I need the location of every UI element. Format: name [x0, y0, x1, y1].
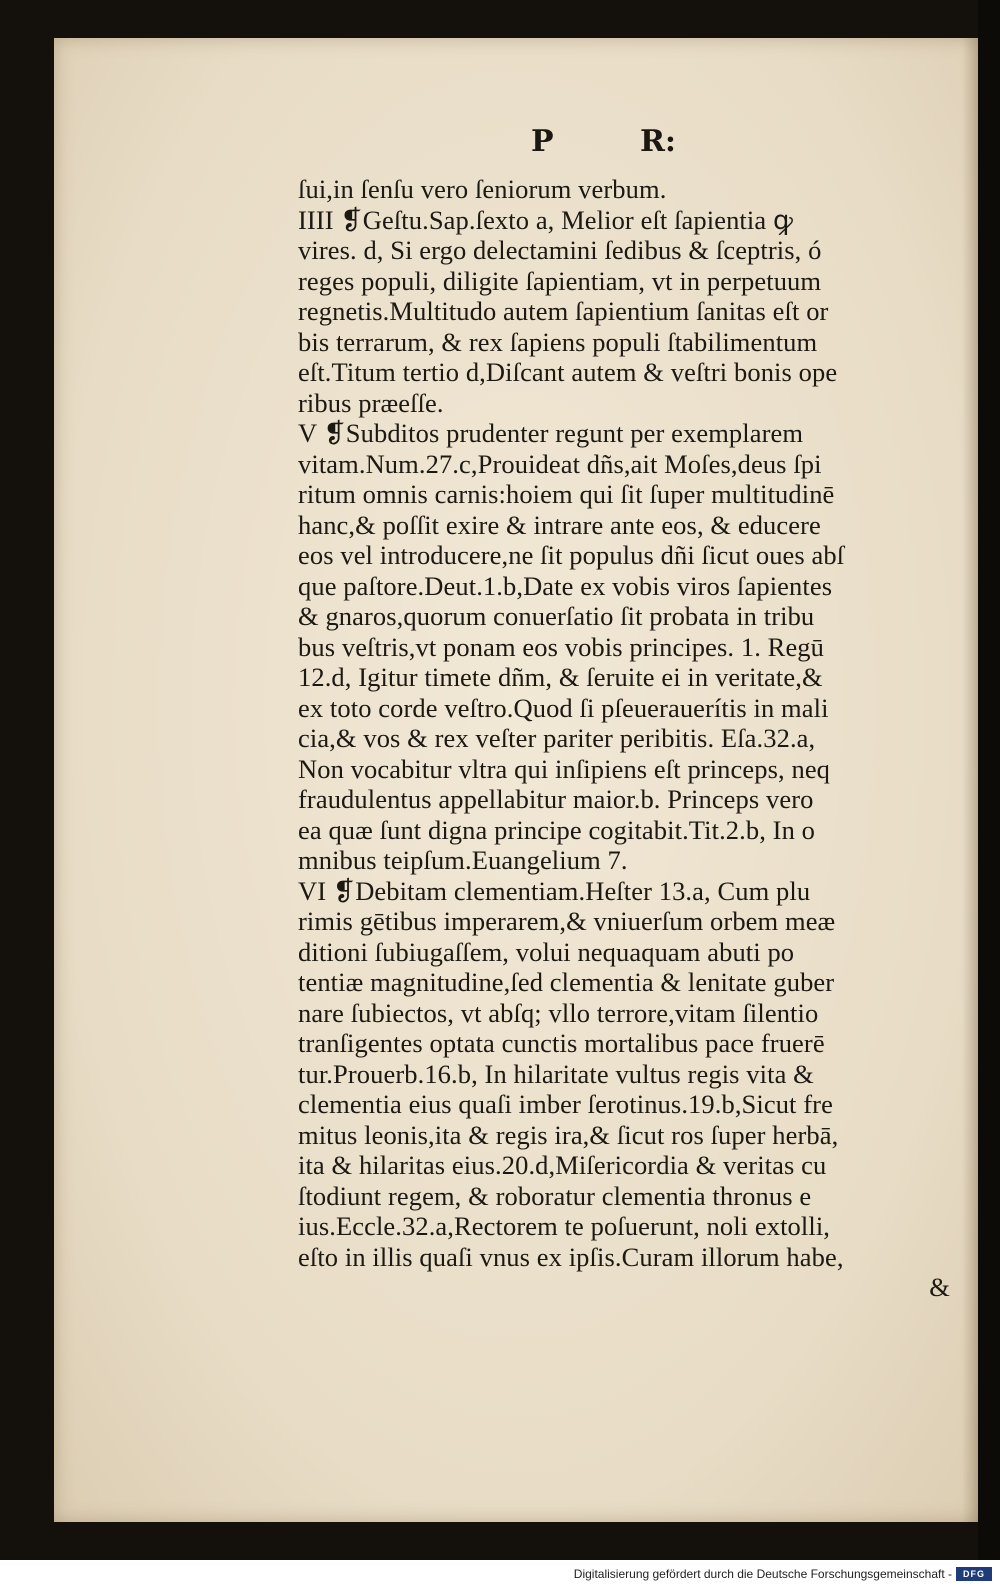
text-line: mnibus teipſum.Euangelium 7. — [298, 845, 628, 875]
text-line: bis terrarum, & rex ſapiens populi ſtabilimentum — [298, 326, 818, 357]
dfg-logo-icon: DFG — [956, 1567, 992, 1581]
text-line: ius.Eccle.32.a,Rectorem te poſuerunt, noli extolli, — [298, 1211, 831, 1241]
text-line: vires. d, Si ergo delectamini ſedibus & ſceptris, ó — [298, 235, 822, 265]
text-line: Non vocabitur vltra qui inſipiens eſt princeps, neq — [298, 753, 831, 784]
text-line: mitus leonis,ita & regis ira,& ſicut ros ſuper herbā, — [298, 1119, 839, 1150]
text-line: tur.Prouerb.16.b, In hilaritate vultus regis vita & — [298, 1058, 814, 1089]
text-line: ſui,in ſenſu vero ſeniorum verbum. — [298, 174, 667, 204]
text-line: IIII ❡Geſtu.Sap.ſexto a, Melior eſt ſapientia ꝙ — [298, 204, 793, 235]
text-line: tranſigentes optata cunctis mortalibus pace fruerē — [298, 1028, 825, 1058]
signature-mark-right: R: — [640, 124, 677, 159]
text-line: rimis gētibus imperarem,& vniuerſum orbem meæ — [298, 906, 836, 936]
text-line: eſt.Titum tertio d,Diſcant autem & veſtri bonis ope — [298, 357, 838, 387]
text-line: ita & hilaritas eius.20.d,Miſericordia & veritas cu — [298, 1150, 827, 1180]
text-line: que paſtore.Deut.1.b,Date ex vobis viros ſapientes — [298, 570, 833, 601]
text-line: ritum omnis carnis:hoiem qui ſit ſuper multitudinē — [298, 479, 835, 509]
text-line: clementia eius quaſi imber ſerotinus.19.b,Sicut fre — [298, 1089, 833, 1119]
text-line: tentiæ magnitudine,ſed clementia & lenitate guber — [298, 967, 835, 997]
funding-credit: Digitalisierung gefördert durch die Deutsche Forschungsgemeinschaft - — [573, 1567, 952, 1581]
text-line: eos vel introducere,ne ſit populus dñi ſicut oues abſ — [298, 540, 845, 570]
text-line: V ❡Subditos prudenter regunt per exemplarem — [298, 418, 804, 448]
text-line: & gnaros,quorum conuerſatio ſit probata in tribu — [298, 601, 815, 631]
page-header — [54, 120, 980, 164]
text-line: bus veſtris,vt ponam eos vobis principes. 1. Regū — [298, 631, 825, 662]
text-line: regnetis.Multitudo autem ſapientium ſanitas eſt or — [298, 296, 829, 326]
text-line: 12.d, Igitur timete dñm, & ſeruite ei in veritate,& — [298, 662, 823, 692]
body-text — [298, 174, 958, 1303]
text-line: VI ❡Debitam clementiam.Heſter 13.a, Cum plu — [298, 875, 811, 906]
text-line: ditioni ſubiugaſſem, volui nequaquam abuti po — [298, 936, 795, 967]
text-line: ribus præeſſe. — [298, 387, 444, 418]
text-line: reges populi, diligite ſapientiam, vt in perpetuum — [298, 265, 822, 296]
text-line: fraudulentus appellabitur maior.b. Princeps vero — [298, 784, 814, 814]
text-line: ea quæ ſunt digna principe cogitabit.Tit.2.b, In o — [298, 814, 816, 845]
text-line: eſto in illis quaſi vnus ex ipſis.Curam illorum habe, — [298, 1241, 844, 1272]
text-line: ex toto corde veſtro.Quod ſi pſeuerauerítis in mali — [298, 692, 829, 723]
text-line: ſtodiunt regem, & roboratur clementia thronus e — [298, 1180, 812, 1211]
signature-mark-left: P — [531, 124, 554, 159]
text-line: vitam.Num.27.c,Prouideat dñs,ait Moſes,deus ſpi — [298, 448, 822, 479]
book-page — [54, 38, 980, 1522]
digitization-footer — [0, 1560, 1000, 1588]
text-line: hanc,& poſſit exire & intrare ante eos, & educere — [298, 509, 821, 540]
text-line: nare ſubiectos, vt abſq; vllo terrore,vitam ſilentio — [298, 997, 819, 1028]
catchword: & — [929, 1272, 950, 1302]
text-line: cia,& vos & rex veſter pariter peribitis. Eſa.32.a, — [298, 723, 816, 753]
spine-shadow — [978, 0, 1000, 1560]
